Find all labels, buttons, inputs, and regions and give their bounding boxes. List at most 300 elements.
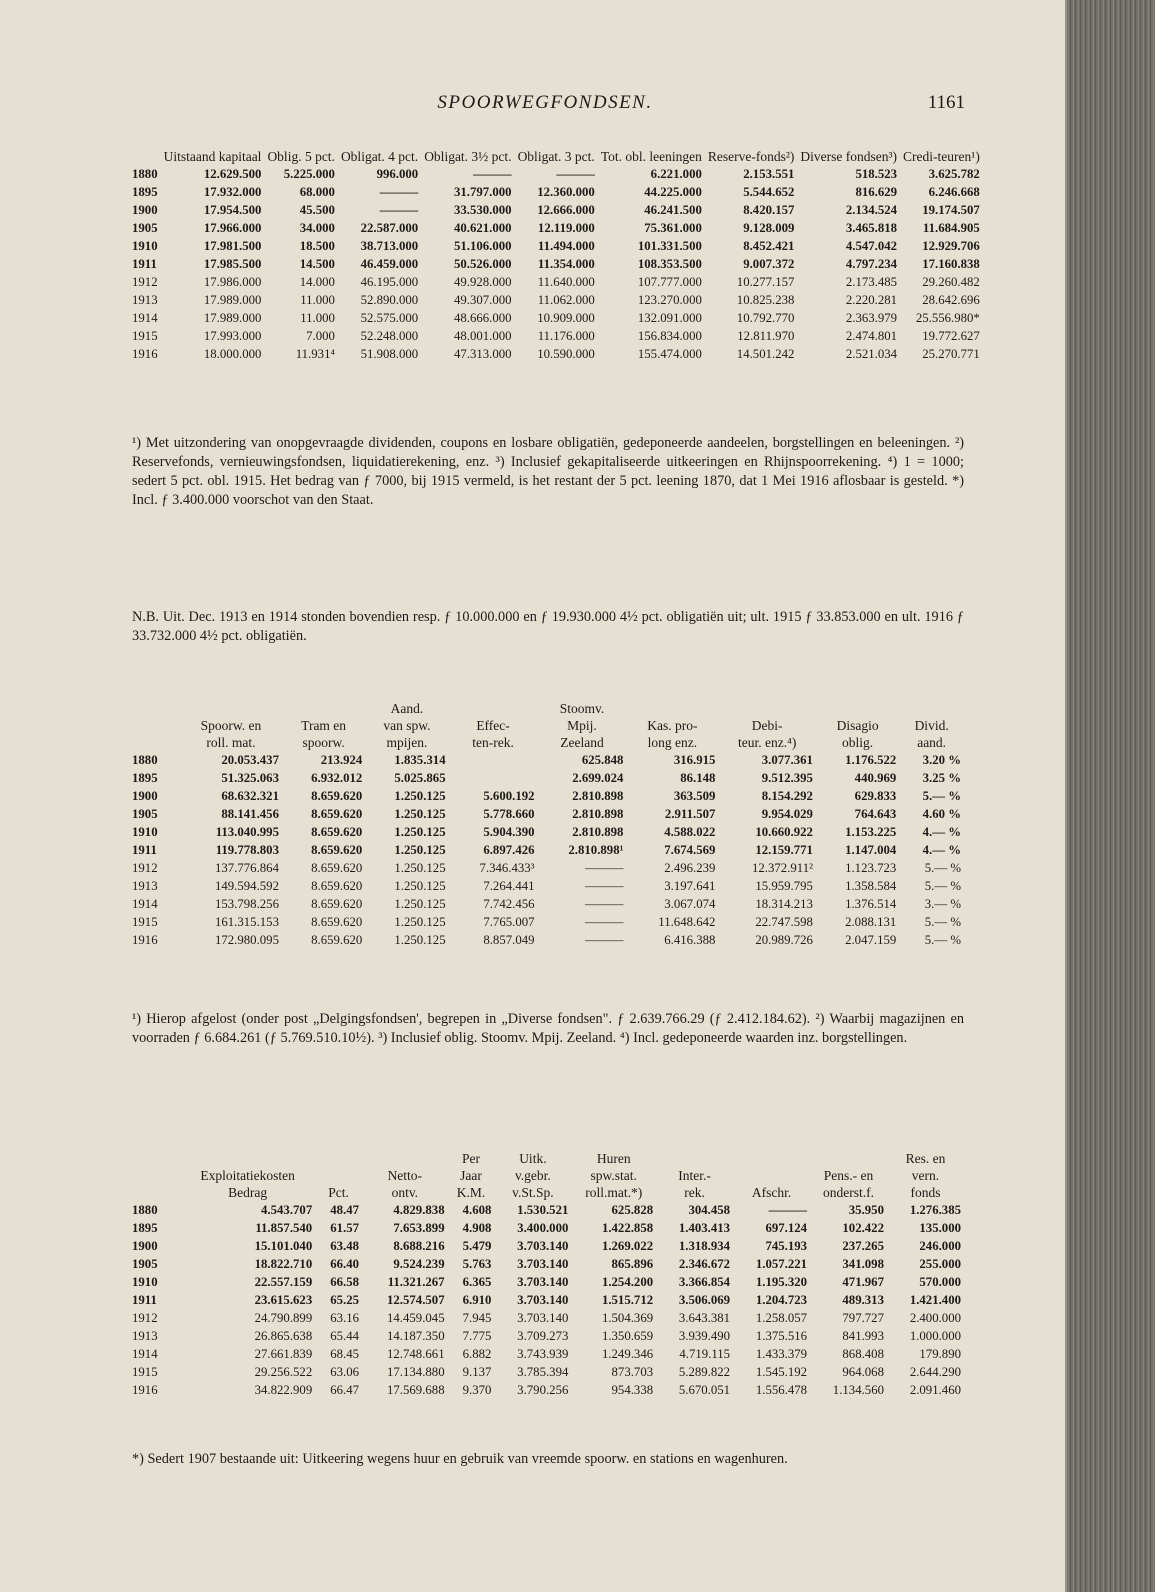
value-cell: 3.939.490 <box>678 1329 731 1343</box>
value-cell: 4.829.838 <box>393 1203 445 1217</box>
column-header: Uitk. <box>519 1151 547 1166</box>
year-cell: 1911 <box>132 843 157 857</box>
value-cell: 68.632.321 <box>221 789 279 803</box>
value-cell: 17.932.000 <box>203 185 262 199</box>
column-header <box>718 700 816 717</box>
value-cell: 23.615.623 <box>254 1293 313 1307</box>
column-header: Divid. <box>914 718 949 733</box>
value-cell: 5.778.660 <box>483 807 535 821</box>
year-cell: 1880 <box>132 1203 158 1217</box>
value-cell: 745.193 <box>765 1239 808 1253</box>
value-cell: 132.091.000 <box>637 311 702 325</box>
value-cell: 11.684.905 <box>922 221 980 235</box>
year-cell: 1916 <box>132 933 158 947</box>
value-cell: 49.928.000 <box>453 275 512 289</box>
value-cell: 11.000 <box>300 311 335 325</box>
value-cell: 33.530.000 <box>453 203 512 217</box>
value-cell: 17.989.000 <box>203 311 262 325</box>
value-cell: 9.512.395 <box>761 771 813 785</box>
value-cell: 2.810.898 <box>572 789 624 803</box>
value-cell: 12.666.000 <box>537 203 595 217</box>
value-cell: ——— <box>473 167 512 181</box>
value-cell: 1.134.560 <box>832 1383 884 1397</box>
column-header <box>282 700 365 717</box>
value-cell: 6.246.668 <box>928 185 980 199</box>
value-cell: 10.277.157 <box>736 275 795 289</box>
column-header <box>180 1150 315 1167</box>
column-header: Zeeland <box>560 735 604 750</box>
year-cell: 1905 <box>132 807 158 821</box>
column-header <box>449 700 538 717</box>
value-cell: 66.58 <box>330 1275 360 1289</box>
value-cell: 51.325.063 <box>221 771 279 785</box>
table-exploitatie <box>132 1150 964 1399</box>
year-cell: 1900 <box>132 1239 158 1253</box>
value-cell: 11.494.000 <box>537 239 595 253</box>
column-header <box>810 1150 887 1167</box>
value-cell: 6.932.012 <box>311 771 363 785</box>
year-cell: 1914 <box>132 311 158 325</box>
value-cell: 1.276.385 <box>909 1203 961 1217</box>
year-cell: 1914 <box>132 1347 158 1361</box>
table-row <box>132 183 983 201</box>
value-cell: 471.967 <box>842 1275 884 1289</box>
table-row <box>132 931 964 949</box>
column-header: aand. <box>917 735 947 750</box>
table-row <box>132 291 983 309</box>
value-cell: 1.421.400 <box>909 1293 961 1307</box>
value-cell: 11.857.540 <box>255 1221 313 1235</box>
column-header <box>132 1150 180 1167</box>
value-cell: 996.000 <box>376 167 419 181</box>
value-cell: 8.659.620 <box>311 879 363 893</box>
year-cell: 1895 <box>132 771 158 785</box>
value-cell: 4.588.022 <box>664 825 716 839</box>
value-cell: 1.250.125 <box>394 933 446 947</box>
value-cell: 9.370 <box>462 1383 492 1397</box>
value-cell: 2.173.485 <box>845 275 898 289</box>
value-cell: 1.350.659 <box>601 1329 654 1343</box>
column-header: Tram en <box>301 718 347 733</box>
value-cell: 155.474.000 <box>637 347 702 361</box>
table-row <box>132 823 964 841</box>
value-cell: 5.600.192 <box>483 789 535 803</box>
value-cell: 11.648.642 <box>658 915 716 929</box>
footnote-table3: *) Sedert 1907 bestaande uit: Uitkeering wegens huur en gebruik van vreemde spoorw. en stations en wagenhuren. <box>132 1451 788 1467</box>
value-cell <box>449 751 538 769</box>
value-cell: 2.699.024 <box>572 771 624 785</box>
column-header: v.gebr. <box>514 1168 551 1183</box>
column-header: Afschr. <box>751 1185 792 1200</box>
value-cell: 11.931⁴ <box>295 347 335 361</box>
value-cell: 46.459.000 <box>360 257 419 271</box>
value-cell: 172.980.095 <box>214 933 279 947</box>
value-cell: 10.825.238 <box>736 293 795 307</box>
value-cell: 46.241.500 <box>644 203 702 217</box>
value-cell: 8.452.421 <box>743 239 795 253</box>
value-cell: 17.986.000 <box>203 275 262 289</box>
value-cell: 5.479 <box>462 1239 492 1253</box>
value-cell: 2.911.507 <box>664 807 716 821</box>
value-cell: 9.007.372 <box>743 257 795 271</box>
value-cell: 14.187.350 <box>387 1329 445 1343</box>
value-cell: 8.659.620 <box>311 807 363 821</box>
table-row <box>132 1381 964 1399</box>
value-cell: 50.526.000 <box>453 257 512 271</box>
value-cell: 107.777.000 <box>637 275 702 289</box>
value-cell: 61.57 <box>330 1221 360 1235</box>
column-header <box>362 1150 448 1167</box>
year-cell: 1900 <box>132 789 158 803</box>
value-cell: 11.062.000 <box>537 293 595 307</box>
value-cell: 12.629.500 <box>203 167 262 181</box>
column-header: v.St.Sp. <box>512 1185 554 1200</box>
header-row <box>132 717 964 734</box>
value-cell: 47.313.000 <box>453 347 512 361</box>
table-row <box>132 345 983 363</box>
table-row <box>132 1219 964 1237</box>
value-cell: 1.195.320 <box>755 1275 808 1289</box>
value-cell: 489.313 <box>842 1293 884 1307</box>
column-header: long enz. <box>647 735 698 750</box>
value-cell: 25.270.771 <box>922 347 980 361</box>
value-cell: ——— <box>379 203 419 217</box>
value-cell: 954.338 <box>611 1383 654 1397</box>
value-cell: 1.250.125 <box>394 825 446 839</box>
value-cell: 5.— % <box>924 861 961 875</box>
value-cell: 149.594.592 <box>214 879 279 893</box>
value-cell: 1.250.125 <box>394 807 446 821</box>
value-cell: 1.269.022 <box>601 1239 654 1253</box>
table-row <box>132 895 964 913</box>
value-cell: 65.44 <box>330 1329 360 1343</box>
table-row <box>132 1309 964 1327</box>
value-cell: 17.993.000 <box>203 329 262 343</box>
value-cell: 2.091.460 <box>909 1383 961 1397</box>
column-header: fonds <box>910 1185 941 1200</box>
year-cell: 1916 <box>132 1383 158 1397</box>
value-cell: 625.848 <box>581 753 624 767</box>
value-cell: 1.204.723 <box>755 1293 808 1307</box>
value-cell: 46.195.000 <box>360 275 419 289</box>
value-cell: 34.000 <box>299 221 335 235</box>
year-cell: 1905 <box>132 1257 158 1271</box>
value-cell: 22.557.159 <box>254 1275 313 1289</box>
value-cell: 12.119.000 <box>537 221 595 235</box>
column-header <box>733 1150 810 1167</box>
column-header <box>132 148 161 165</box>
value-cell: 518.523 <box>855 167 898 181</box>
value-cell: 20.989.726 <box>755 933 813 947</box>
value-cell: 4.60 % <box>922 807 961 821</box>
value-cell: 11.000 <box>300 293 335 307</box>
value-cell <box>449 769 538 787</box>
table-row <box>132 1273 964 1291</box>
table-row <box>132 751 964 769</box>
value-cell: 9.524.239 <box>393 1257 445 1271</box>
value-cell: 8.688.216 <box>393 1239 445 1253</box>
value-cell: 19.174.507 <box>922 203 980 217</box>
column-header: Inter.- <box>678 1168 711 1183</box>
value-cell: 2.346.672 <box>678 1257 731 1271</box>
value-cell: 5.— % <box>924 879 961 893</box>
table-row <box>132 309 983 327</box>
value-cell: 17.989.000 <box>203 293 262 307</box>
column-header: Netto- <box>387 1168 423 1183</box>
value-cell: 88.141.456 <box>221 807 279 821</box>
value-cell: 764.643 <box>854 807 897 821</box>
value-cell: 4.608 <box>462 1203 492 1217</box>
value-cell: 12.574.507 <box>387 1293 445 1307</box>
value-cell: 8.659.620 <box>311 897 363 911</box>
year-cell: 1912 <box>132 861 158 875</box>
value-cell: 5.544.652 <box>743 185 795 199</box>
value-cell: 1.250.125 <box>394 861 446 875</box>
value-cell: 8.659.620 <box>311 861 363 875</box>
value-cell: ——— <box>585 915 624 929</box>
value-cell: 625.828 <box>611 1203 654 1217</box>
value-cell: 3.067.074 <box>664 897 716 911</box>
value-cell: 5.025.865 <box>394 771 446 785</box>
value-cell: 1.515.712 <box>601 1293 654 1307</box>
value-cell: 86.148 <box>680 771 716 785</box>
value-cell: 5.670.051 <box>678 1383 731 1397</box>
table-row <box>132 219 983 237</box>
value-cell: 52.890.000 <box>360 293 419 307</box>
value-cell: 113.040.995 <box>215 825 279 839</box>
value-cell: 17.160.838 <box>922 257 980 271</box>
value-cell: 20.053.437 <box>221 753 279 767</box>
value-cell: 7.000 <box>306 329 335 343</box>
value-cell: 2.363.979 <box>845 311 898 325</box>
value-cell: 2.134.524 <box>845 203 898 217</box>
value-cell: 156.834.000 <box>637 329 702 343</box>
value-cell: 873.703 <box>611 1365 654 1379</box>
value-cell: 63.06 <box>330 1365 360 1379</box>
value-cell: 2.088.131 <box>845 915 897 929</box>
page-stack-edge <box>1067 0 1155 1592</box>
value-cell: 35.950 <box>848 1203 884 1217</box>
value-cell: 1.000.000 <box>909 1329 961 1343</box>
column-header: Obligat. 3½ pct. <box>424 149 512 164</box>
value-cell: 5.904.390 <box>483 825 535 839</box>
value-cell: 135.000 <box>919 1221 961 1235</box>
value-cell: 12.159.771 <box>755 843 813 857</box>
value-cell: 1.153.225 <box>845 825 897 839</box>
value-cell: 1.250.125 <box>394 879 446 893</box>
column-header: rek. <box>684 1185 705 1200</box>
value-cell: 3.743.939 <box>517 1347 569 1361</box>
column-header: Res. en <box>905 1151 946 1166</box>
value-cell: 7.346.433³ <box>479 861 535 875</box>
value-cell: 3.400.000 <box>517 1221 569 1235</box>
value-cell: 10.792.770 <box>736 311 795 325</box>
value-cell: 179.890 <box>919 1347 961 1361</box>
value-cell: 1.057.221 <box>755 1257 808 1271</box>
column-header: Diverse fondsen³) <box>800 149 898 164</box>
value-cell: 65.25 <box>330 1293 360 1307</box>
year-cell: 1911 <box>132 257 157 271</box>
value-cell: 15.101.040 <box>254 1239 313 1253</box>
value-cell: 237.265 <box>842 1239 884 1253</box>
year-cell: 1915 <box>132 915 158 929</box>
page-header <box>125 92 965 122</box>
value-cell: 629.833 <box>854 789 897 803</box>
value-cell: 1.422.858 <box>601 1221 654 1235</box>
value-cell: ——— <box>556 167 595 181</box>
value-cell: 24.790.899 <box>254 1311 313 1325</box>
table-row <box>132 1237 964 1255</box>
value-cell: 17.985.500 <box>203 257 262 271</box>
value-cell: 1.147.004 <box>845 843 897 857</box>
value-cell: 161.315.153 <box>214 915 279 929</box>
value-cell: 49.307.000 <box>453 293 512 307</box>
column-header: onderst.f. <box>823 1185 874 1200</box>
value-cell: 1.545.192 <box>755 1365 808 1379</box>
value-cell: 48.666.000 <box>453 311 512 325</box>
table-fondsen <box>132 148 983 363</box>
value-cell: 440.969 <box>854 771 897 785</box>
year-cell: 1912 <box>132 1311 158 1325</box>
table-row <box>132 165 983 183</box>
column-header: Disagio <box>836 718 879 733</box>
table-row <box>132 841 964 859</box>
value-cell: 153.798.256 <box>214 897 279 911</box>
column-header: K.M. <box>456 1185 486 1200</box>
value-cell: 6.897.426 <box>483 843 535 857</box>
value-cell: 3.20 % <box>922 753 961 767</box>
column-header <box>132 700 180 717</box>
running-title: SPOORWEGFONDSEN. <box>437 92 653 113</box>
value-cell: 29.256.522 <box>254 1365 313 1379</box>
table-row <box>132 201 983 219</box>
value-cell: 8.857.049 <box>483 933 535 947</box>
value-cell: 2.521.034 <box>845 347 898 361</box>
value-cell: 4.719.115 <box>679 1347 731 1361</box>
value-cell: 7.264.441 <box>483 879 535 893</box>
value-cell: 5.— % <box>924 915 961 929</box>
table-row <box>132 769 964 787</box>
value-cell: 5.— % <box>922 789 961 803</box>
column-header: Aand. <box>390 701 424 716</box>
value-cell: 2.220.281 <box>845 293 898 307</box>
table-row <box>132 1291 964 1309</box>
value-cell: 3.366.854 <box>678 1275 731 1289</box>
value-cell: 17.966.000 <box>203 221 262 235</box>
value-cell: 8.659.620 <box>311 933 363 947</box>
value-cell: 3.790.256 <box>517 1383 569 1397</box>
year-cell: 1910 <box>132 825 158 839</box>
year-cell: 1916 <box>132 347 158 361</box>
value-cell: 22.587.000 <box>360 221 419 235</box>
header-row <box>132 1150 964 1167</box>
table-row <box>132 913 964 931</box>
column-header <box>132 1167 180 1184</box>
value-cell: 1.530.521 <box>517 1203 569 1217</box>
value-cell: 2.644.290 <box>909 1365 961 1379</box>
value-cell: 7.945 <box>462 1311 492 1325</box>
value-cell: 2.810.898 <box>572 807 624 821</box>
value-cell: 865.896 <box>611 1257 654 1271</box>
column-header: oblig. <box>842 735 874 750</box>
footnotes-table2: ¹) Hierop afgelost (onder post „Delgingsfondsen', begrepen in „Diverse fondsen". ƒ 2.639.766.29 (ƒ 2.412.184.62). ²) Waarbij magazijnen en voorraden ƒ 6.684.261 (ƒ 5.769.510.10½). ³) Inclusief oblig. Stoomv. Mpij. Zeeland. ⁴) Incl. gedeponeerde waarden inz. borgstellingen. <box>132 1011 964 1046</box>
value-cell: 341.098 <box>842 1257 884 1271</box>
column-header <box>132 1184 180 1201</box>
value-cell: 17.954.500 <box>203 203 262 217</box>
value-cell: 18.000.000 <box>203 347 262 361</box>
value-cell: 18.500 <box>299 239 335 253</box>
value-cell: 363.509 <box>673 789 716 803</box>
year-cell: 1913 <box>132 293 158 307</box>
column-header: spoorw. <box>302 735 345 750</box>
value-cell: 12.929.706 <box>922 239 980 253</box>
column-header <box>816 700 899 717</box>
column-header: Credi-teuren¹) <box>903 149 980 164</box>
column-header: Reserve-fonds²) <box>707 149 795 164</box>
value-cell: 48.001.000 <box>453 329 512 343</box>
value-cell: 9.128.009 <box>743 221 795 235</box>
page-number: 1161 <box>927 92 965 113</box>
column-header: Pct. <box>328 1185 349 1200</box>
value-cell: 14.000 <box>299 275 335 289</box>
value-cell: 19.772.627 <box>922 329 980 343</box>
column-header: van spw. <box>383 718 431 733</box>
value-cell: 15.959.795 <box>755 879 813 893</box>
value-cell: 1.250.125 <box>394 915 446 929</box>
value-cell: 3.077.361 <box>761 753 813 767</box>
value-cell: 4.543.707 <box>261 1203 313 1217</box>
table-row <box>132 859 964 877</box>
value-cell: 1.250.125 <box>394 897 446 911</box>
value-cell: 1.835.314 <box>394 753 446 767</box>
nb-note: N.B. Uit. Dec. 1913 en 1914 stonden bovendien resp. ƒ 10.000.000 en ƒ 19.930.000 4½ pct. obligatiën uit; ult. 1915 ƒ 33.853.000 en ult. 1916 ƒ 33.732.000 4½ pct. obligatiën. <box>132 609 964 644</box>
value-cell: 3.703.140 <box>517 1257 569 1271</box>
value-cell: 1.318.934 <box>678 1239 731 1253</box>
value-cell: 8.659.620 <box>311 915 363 929</box>
column-header <box>626 700 718 717</box>
value-cell: 797.727 <box>842 1311 884 1325</box>
value-cell: 1.376.514 <box>845 897 897 911</box>
value-cell: 34.822.909 <box>254 1383 313 1397</box>
value-cell: 2.496.239 <box>664 861 716 875</box>
value-cell: 7.765.007 <box>483 915 535 929</box>
footnotes-table1: ¹) Met uitzondering van onopgevraagde dividenden, coupons en losbare obligatiën, gedeponeerde aandeelen, borgstellingen en beleeningen. ²) Reservefonds, vernieuwingsfondsen, liquidatierekening, enz. ³) Inclusief gekapitaliseerde uitkeeringen en Rhijnspoorrekening. ⁴) 1 = 1000; sedert 5 pct. obl. 1915. Het bedrag van ƒ 7000, bij 1915 vermeld, is het restant der 5 pct. leening 1870, dat 1 Mei 1916 aflosbaar is gesteld. *) Incl. ƒ 3.400.000 voorschot van den Staat. <box>132 435 964 508</box>
column-header: Effec- <box>476 718 510 733</box>
year-cell: 1913 <box>132 1329 158 1343</box>
value-cell: 45.500 <box>299 203 335 217</box>
value-cell: 6.416.388 <box>664 933 716 947</box>
value-cell: 1.250.125 <box>394 789 446 803</box>
value-cell: 3.465.818 <box>845 221 898 235</box>
value-cell: 4.797.234 <box>845 257 898 271</box>
value-cell: 9.137 <box>462 1365 492 1379</box>
table-row <box>132 1327 964 1345</box>
value-cell: 2.810.898 <box>572 825 624 839</box>
value-cell: ——— <box>379 185 419 199</box>
value-cell: 1.250.125 <box>394 843 446 857</box>
value-cell: 1.254.200 <box>601 1275 654 1289</box>
value-cell: 570.000 <box>919 1275 961 1289</box>
column-header: Exploitatiekosten <box>200 1168 295 1183</box>
value-cell: 10.660.922 <box>755 825 813 839</box>
value-cell: ——— <box>585 879 624 893</box>
value-cell: ——— <box>585 897 624 911</box>
value-cell: 11.321.267 <box>387 1275 445 1289</box>
value-cell: 51.908.000 <box>360 347 419 361</box>
value-cell: 3.506.069 <box>678 1293 731 1307</box>
value-cell: 2.400.000 <box>909 1311 961 1325</box>
value-cell: 964.068 <box>842 1365 884 1379</box>
